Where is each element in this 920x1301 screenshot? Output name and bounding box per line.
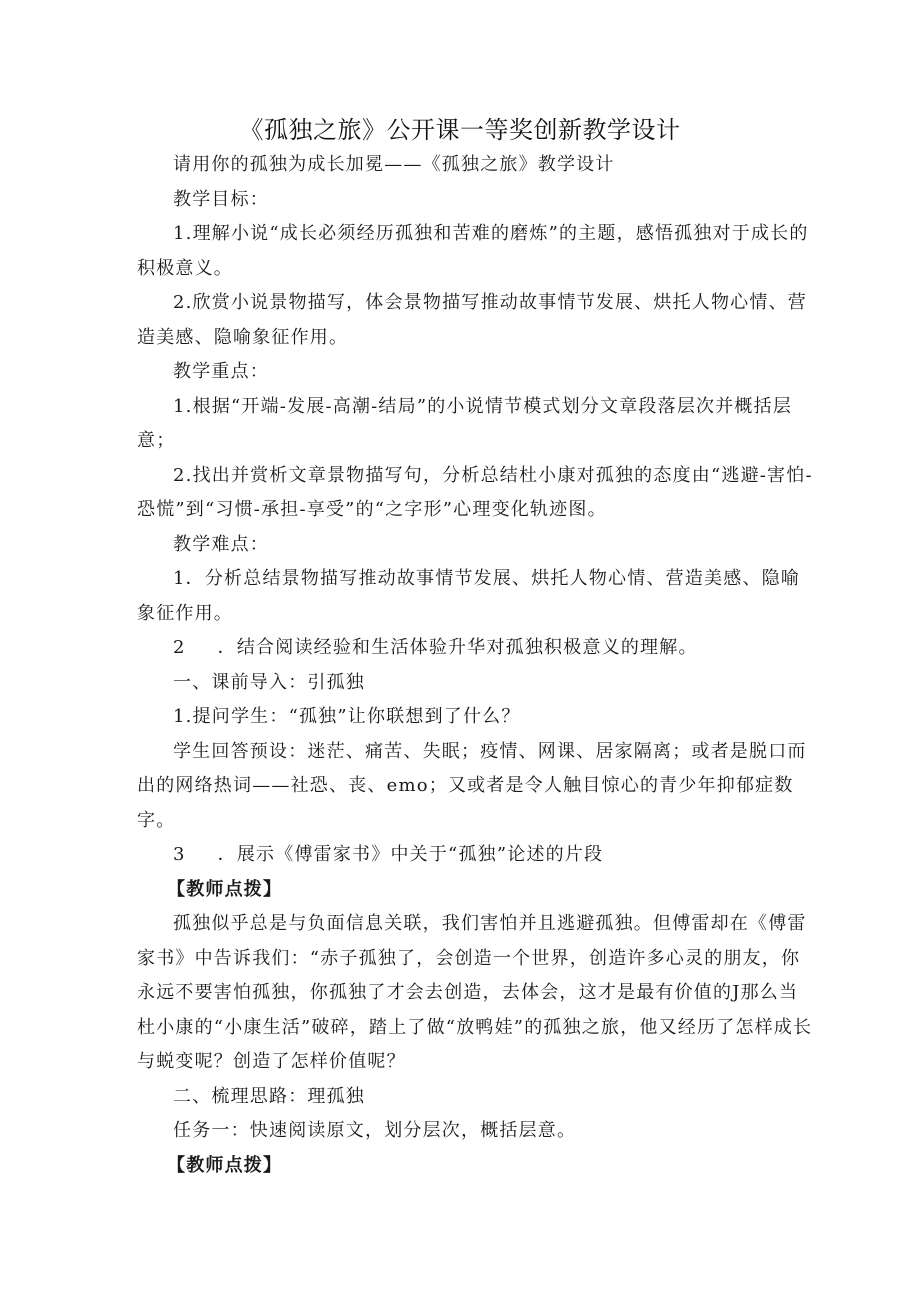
teacher-note-heading: 【教师点拨】 [167, 878, 283, 900]
key-point-item: 2.找出并赏析文章景物描写句，分析总结杜小康对孤独的态度由“逃避-害怕-恐慌”到“习惯-承担-享受”的“之字形”心理变化轨迹图。 [137, 464, 813, 520]
task-item: 任务一：快速阅读原文，划分层次，概括层意。 [173, 1120, 577, 1141]
section-heading-difficulties: 教学难点： [173, 533, 269, 555]
section-heading-goals: 教学目标： [173, 188, 269, 210]
item-number: 3 [173, 844, 186, 865]
section-heading-key-points: 教学重点： [173, 361, 269, 382]
item-number: 2 [173, 637, 186, 658]
document-title: 《孤独之旅》公开课一等奖创新教学设计 [239, 116, 681, 144]
teacher-note-text: 孤独似乎总是与负面信息关联，我们害怕并且逃避孤独。但傅雷却在《傅雷家书》中告诉我们：“赤子孤独了，会创造一个世界，创造许多心灵的朋友，你永远不要害怕孤独，你孤独了才会去创造，去体会，这才是最有价值的J那么当杜小康的“小康生活”破碎，踏上了做“放鸭娃”的孤独之旅，他又经历了怎样成长与蜕变呢？创造了怎样价值呢？ [137, 913, 813, 1072]
difficulty-item: 1．分析总结景物描写推动故事情节发展、烘托人物心情、营造美感、隐喻象征作用。 [137, 568, 801, 624]
key-point-item: 1.根据“开端-发展-高潮-结局”的小说情节模式划分文章段落层次并概括层意； [137, 395, 793, 451]
goal-item: 1.理解小说“成长必须经历孤独和苦难的磨炼”的主题，感悟孤独对于成长的积极意义。 [137, 223, 809, 279]
intro-step [137, 838, 817, 873]
intro-step: 1.提问学生：“孤独”让你联想到了什么？ [173, 706, 521, 727]
subtitle: 请用你的孤独为成长加冕——《孤独之旅》教学设计 [173, 154, 615, 175]
section-heading-intro: 一、课前导入：引孤独 [173, 671, 365, 693]
item-text: ．展示《傅雷家书》中关于“孤独”论述的片段 [217, 844, 604, 865]
difficulty-item [137, 631, 817, 666]
intro-answer: 学生回答预设：迷茫、痛苦、失眠；疫情、网课、居家隔离；或者是脱口而出的网络热词——社恐、丧、emo；又或者是令人触目惊心的青少年抑郁症数字。 [137, 740, 807, 831]
teacher-note-heading: 【教师点拨】 [167, 1154, 283, 1176]
section-heading-outline: 二、梳理思路：理孤独 [173, 1085, 365, 1107]
document-body [137, 148, 817, 1183]
goal-item: 2.欣赏小说景物描写，体会景物描写推动故事情节发展、烘托人物心情、营造美感、隐喻象征作用。 [137, 292, 807, 348]
item-text: ．结合阅读经验和生活体验升华对孤独积极意义的理解。 [217, 637, 698, 658]
